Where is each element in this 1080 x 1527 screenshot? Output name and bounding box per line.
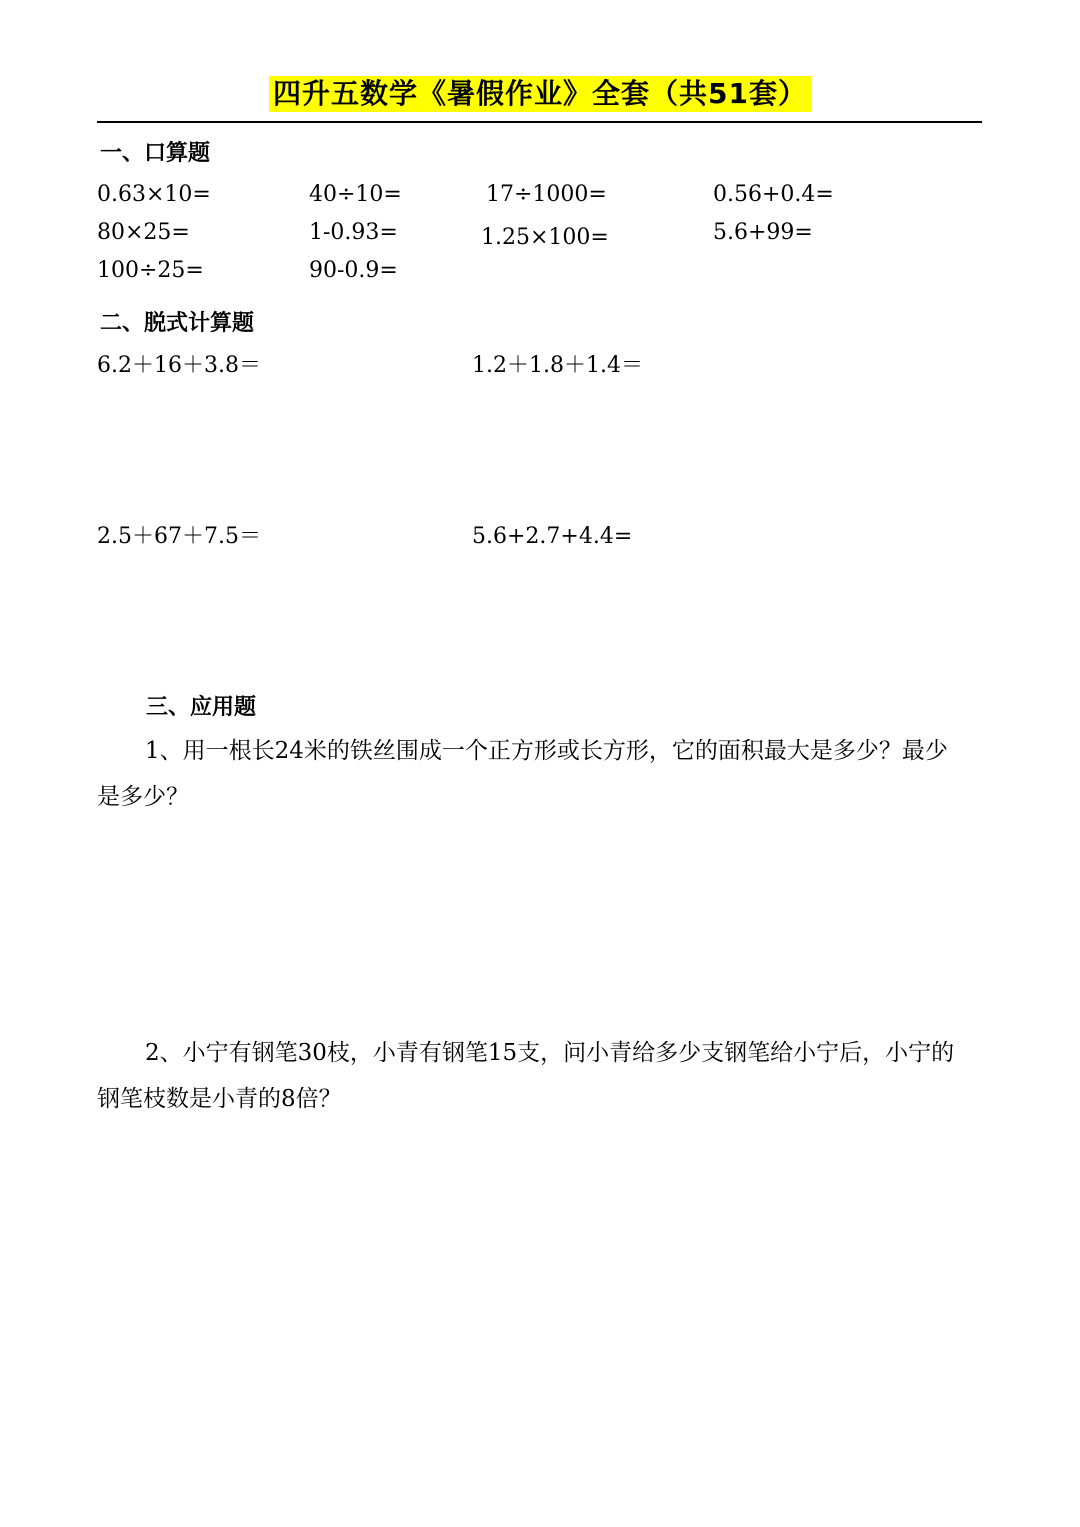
title-divider — [97, 121, 982, 123]
oral-item-10: 90-0.9= — [309, 258, 398, 283]
page-title: 四升五数学《暑假作业》全套（共51套） — [269, 76, 811, 112]
word-problem-2-text: 2、小宁有钢笔30枝，小青有钢笔15支，问小青给多少支钢笔给小宁后，小宁的钢笔枝数是小青的8倍？ — [97, 1040, 955, 1112]
oral-item-3: 17÷1000= — [486, 182, 607, 207]
section1-heading: 一、口算题 — [100, 141, 211, 166]
calc-item-2: 1.2＋1.8＋1.4＝ — [472, 353, 643, 378]
oral-item-6: 1-0.93= — [309, 220, 398, 245]
calc-item-1: 6.2＋16＋3.8＝ — [97, 353, 261, 378]
section3-heading: 三、应用题 — [146, 695, 257, 720]
oral-item-5: 80×25= — [97, 220, 190, 245]
section2-heading: 二、脱式计算题 — [100, 311, 255, 336]
oral-item-9: 100÷25= — [97, 258, 204, 283]
oral-item-2: 40÷10= — [309, 182, 402, 207]
word-problem-1-text: 1、用一根长24米的铁丝围成一个正方形或长方形，它的面积最大是多少？最少是多少？ — [97, 738, 948, 810]
oral-item-4: 0.56+0.4= — [713, 182, 834, 207]
word-problem-2 — [97, 1030, 967, 1122]
title-wrapper — [0, 76, 1080, 112]
oral-item-8: 5.6+99= — [713, 220, 813, 245]
calc-item-3: 2.5＋67＋7.5＝ — [97, 524, 261, 549]
oral-item-1: 0.63×10= — [97, 182, 211, 207]
calc-item-4: 5.6+2.7+4.4= — [472, 524, 633, 549]
word-problem-1 — [97, 728, 967, 820]
oral-item-7: 1.25×100= — [481, 225, 609, 250]
